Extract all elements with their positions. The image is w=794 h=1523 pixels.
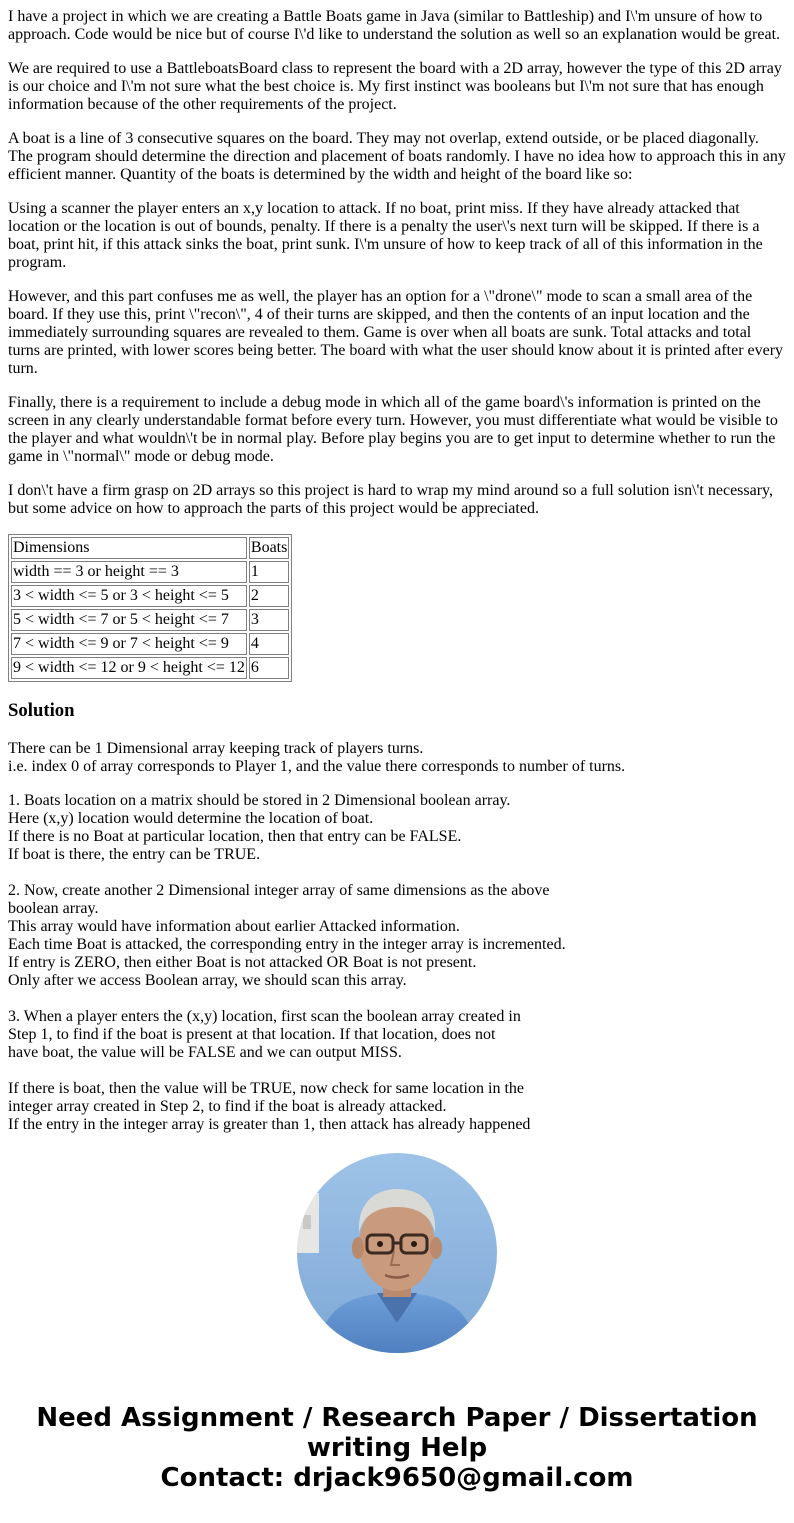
solution-line: There can be 1 Dimensional array keeping track of players turns.	[8, 740, 424, 757]
question-paragraph: I have a project in which we are creating a Battle Boats game in Java (similar to Battleship) and I\'m unsure of how to approach. Code would be nice but of course I\'d like to understand the solution as well so an explanation would be great.	[8, 8, 781, 43]
question-paragraph: I don\'t have a firm grasp on 2D arrays so this project is hard to wrap my mind around so a full solution isn\'t necessary, but some advice on how to approach the parts of this project would be appreciated.	[8, 482, 774, 517]
question-paragraph: However, and this part confuses me as well, the player has an option for a \"drone\" mode to scan a small area of the board. If they use this, print \"recon\", 4 of their turns are skipped, and then the contents of an input location and the immediately surrounding squares are revealed to them. Game is over when all boats are sunk. Total attacks and total turns are printed, with lower scores being better. The board with what the user should know about it is printed after every turn.	[8, 288, 784, 377]
solution-line: 3. When a player enters the (x,y) location, first scan the boolean array created in	[8, 1008, 521, 1025]
table-header-row	[11, 537, 289, 559]
table-header-cell: Dimensions	[11, 537, 247, 559]
solution-line: If there is no Boat at particular location, then that entry can be FALSE.	[8, 828, 462, 845]
table-cell-dimensions: 7 < width <= 9 or 7 < height <= 9	[11, 633, 247, 655]
solution-intro	[8, 740, 786, 776]
table-cell-boats: 6	[249, 657, 289, 679]
table-cell-dimensions: 5 < width <= 7 or 5 < height <= 7	[11, 609, 247, 631]
table-row	[11, 609, 289, 631]
solution-line: This array would have information about earlier Attacked information.	[8, 918, 460, 935]
solution-line: Each time Boat is attacked, the corresponding entry in the integer array is incremented.	[8, 936, 566, 953]
solution-heading: Solution	[8, 700, 75, 721]
solution-line: If the entry in the integer array is greater than 1, then attack has already happened	[8, 1116, 531, 1133]
table-row	[11, 561, 289, 583]
table-cell-boats: 4	[249, 633, 289, 655]
person-portrait-icon	[297, 1153, 497, 1353]
table-cell-boats: 2	[249, 585, 289, 607]
line-gap	[8, 990, 786, 1008]
line-gap	[8, 1062, 786, 1080]
footer-banner	[0, 1403, 794, 1493]
question-paragraph: A boat is a line of 3 consecutive squares on the board. They may not overlap, extend outside, or be placed diagonally. The program should determine the direction and placement of boats randomly. I have no idea how to approach this in any efficient manner. Quantity of the boats is determined by the width and height of the board like so:	[8, 130, 786, 183]
footer-line: writing Help	[306, 1433, 488, 1463]
question-section	[8, 8, 786, 518]
boats-dimensions-table	[8, 534, 292, 682]
solution-line: Step 1, to find if the boat is present at that location. If that location, does not	[8, 1026, 496, 1043]
footer-line: Need Assignment / Research Paper / Dissertation	[36, 1403, 758, 1433]
table-cell-dimensions: 3 < width <= 5 or 3 < height <= 5	[11, 585, 247, 607]
solution-line: Only after we access Boolean array, we should scan this array.	[8, 972, 407, 989]
question-paragraph: Finally, there is a requirement to include a debug mode in which all of the game board\'s information is printed on the screen in any clearly understandable format before every turn. However, you must differentiate what would be visible to the player and what wouldn\'t be in normal play. Before play begins you are to get input to determine whether to run the game in \"normal\" mode or debug mode.	[8, 394, 778, 465]
solution-line: If boat is there, the entry can be TRUE.	[8, 846, 261, 863]
solution-line: have boat, the value will be FALSE and we can output MISS.	[8, 1044, 402, 1061]
table-row	[11, 585, 289, 607]
solution-line: If there is boat, then the value will be TRUE, now check for same location in the	[8, 1080, 524, 1097]
question-paragraph: We are required to use a BattleboatsBoard class to represent the board with a 2D array, however the type of this 2D array is our choice and I\'m not sure what the best choice is. My first instinct was booleans but I\'m not sure that has enough information because of the other requirements of the project.	[8, 60, 782, 113]
document-body	[8, 8, 786, 1134]
table-cell-dimensions: 9 < width <= 12 or 9 < height <= 12	[11, 657, 247, 679]
author-avatar	[297, 1153, 497, 1353]
footer-contact: Contact: drjack9650@gmail.com	[160, 1463, 634, 1493]
table-cell-dimensions: width == 3 or height == 3	[11, 561, 247, 583]
question-paragraph: Using a scanner the player enters an x,y location to attack. If no boat, print miss. If they have already attacked that location or the location is out of bounds, penalty. If there is a penalty the user\'s next turn will be skipped. If there is a boat, print hit, if this attack sinks the boat, print sunk. I\'m unsure of how to keep track of all of this information in the program.	[8, 200, 763, 271]
table-cell-boats: 3	[249, 609, 289, 631]
solution-steps	[8, 792, 786, 1134]
table-cell-boats: 1	[249, 561, 289, 583]
solution-line: boolean array.	[8, 900, 99, 917]
solution-line: integer array created in Step 2, to find if the boat is already attacked.	[8, 1098, 447, 1115]
table-row	[11, 657, 289, 679]
line-gap	[8, 864, 786, 882]
table-row	[11, 633, 289, 655]
solution-line: If entry is ZERO, then either Boat is not attacked OR Boat is not present.	[8, 954, 477, 971]
solution-line: Here (x,y) location would determine the location of boat.	[8, 810, 374, 827]
table-header-cell: Boats	[249, 537, 289, 559]
solution-line: 1. Boats location on a matrix should be stored in 2 Dimensional boolean array.	[8, 792, 511, 809]
solution-line: i.e. index 0 of array corresponds to Player 1, and the value there corresponds to number of turns.	[8, 758, 626, 775]
solution-line: 2. Now, create another 2 Dimensional integer array of same dimensions as the above	[8, 882, 550, 899]
